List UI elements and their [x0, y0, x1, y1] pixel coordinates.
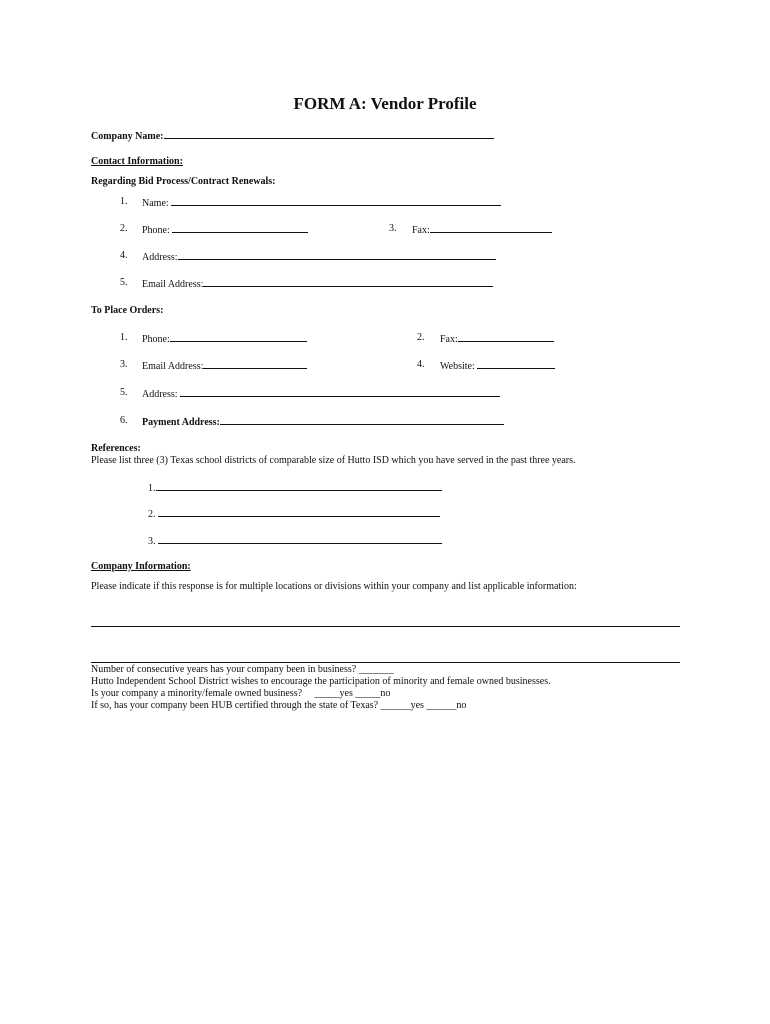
form-title: FORM A: Vendor Profile: [293, 94, 477, 113]
company-info-instruction: Please indicate if this response is for multiple locations or divisions within your company and list applicable information:: [91, 581, 577, 592]
orders-address-row: [142, 387, 500, 401]
contact-item-num: 4.: [120, 250, 128, 261]
references-instruction: Please list three (3) Texas school districts of comparable size of Hutto ISD which you have served in the past three years.: [91, 455, 576, 466]
orders-email-label: Email Address:: [142, 361, 204, 372]
orders-fax-field[interactable]: [458, 332, 554, 342]
minority-owned-question: Is your company a minority/female owned business? _____yes _____no: [91, 688, 391, 699]
orders-fax-label: Fax:: [440, 334, 458, 345]
orders-payment-label: Payment Address:: [142, 417, 220, 428]
orders-phone-field[interactable]: [170, 332, 307, 342]
company-name-row: [91, 129, 494, 143]
contact-phone-row: [142, 223, 308, 237]
orders-website-row: [440, 359, 555, 373]
orders-payment-field[interactable]: [220, 415, 504, 425]
orders-address-label: Address:: [142, 389, 178, 400]
reference-field[interactable]: [158, 507, 440, 517]
company-info-line[interactable]: [91, 626, 680, 627]
contact-name-label: Name:: [142, 198, 169, 209]
company-name-label: Company Name:: [91, 131, 164, 142]
orders-item-num: 5.: [120, 387, 128, 398]
contact-item-num: 5.: [120, 277, 128, 288]
contact-fax-field[interactable]: [430, 223, 552, 233]
contact-address-row: [142, 250, 496, 264]
contact-fax-label: Fax:: [412, 225, 430, 236]
orders-item-num: 4.: [417, 359, 425, 370]
orders-payment-row: [142, 415, 504, 429]
orders-fax-row: [440, 332, 554, 346]
orders-email-field[interactable]: [203, 359, 307, 369]
reference-row: [148, 534, 442, 548]
orders-item-num: 2.: [417, 332, 425, 343]
orders-website-field[interactable]: [477, 359, 555, 369]
orders-website-label: Website:: [440, 361, 475, 372]
orders-item-num: 3.: [120, 359, 128, 370]
contact-name-field[interactable]: [171, 196, 501, 206]
company-name-field[interactable]: [164, 129, 494, 139]
orders-phone-row: [142, 332, 307, 346]
contact-address-label: Address:: [142, 252, 178, 263]
contact-item-num: 1.: [120, 196, 128, 207]
reference-num: 2.: [148, 509, 156, 520]
years-in-business-question: Number of consecutive years has your company been in business? _______: [91, 664, 394, 675]
orders-phone-label: Phone:: [142, 334, 170, 345]
hub-certified-question: If so, has your company been HUB certified through the state of Texas? ______yes ______no: [91, 700, 467, 711]
orders-item-num: 6.: [120, 415, 128, 426]
contact-fax-row: [412, 223, 552, 237]
references-heading: References:: [91, 443, 141, 454]
company-info-heading: Company Information:: [91, 561, 191, 572]
reference-num: 3.: [148, 536, 156, 547]
contact-email-row: [142, 277, 493, 291]
reference-field[interactable]: [156, 481, 442, 491]
company-info-line[interactable]: [91, 662, 680, 663]
contact-name-row: [142, 196, 501, 210]
orders-email-row: [142, 359, 307, 373]
contact-item-num: 2.: [120, 223, 128, 234]
contact-item-num: 3.: [389, 223, 397, 234]
orders-address-field[interactable]: [180, 387, 500, 397]
reference-row: [148, 507, 440, 521]
contact-address-field[interactable]: [178, 250, 496, 260]
contact-phone-field[interactable]: [172, 223, 308, 233]
contact-email-label: Email Address:: [142, 279, 204, 290]
orders-item-num: 1.: [120, 332, 128, 343]
contact-phone-label: Phone:: [142, 225, 170, 236]
reference-num: 1.: [148, 483, 156, 494]
contact-heading: Contact Information:: [91, 156, 183, 167]
contact-subheading: Regarding Bid Process/Contract Renewals:: [91, 176, 276, 187]
encouragement-statement: Hutto Independent School District wishes to encourage the participation of minority and female owned businesses.: [91, 676, 551, 687]
contact-email-field[interactable]: [203, 277, 493, 287]
reference-field[interactable]: [158, 534, 442, 544]
orders-heading: To Place Orders:: [91, 305, 164, 316]
reference-row: [148, 481, 442, 495]
